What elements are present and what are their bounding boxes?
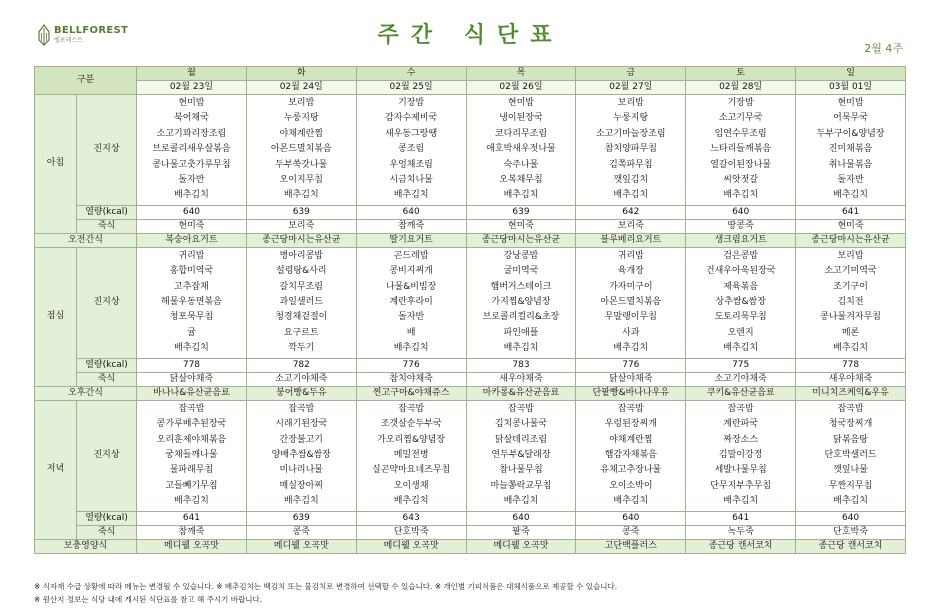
- menu-item: 잡곡밥: [507, 403, 535, 414]
- menu-item: 북어채국: [174, 113, 209, 124]
- menu-item: 고들빼기무침: [165, 480, 218, 491]
- porridge-value: 닭살야채죽: [137, 372, 247, 386]
- supplement-value: 메디웰 오곡맛: [137, 539, 247, 553]
- note-line: ※ 원산지 정보는 식당 내에 게시된 식단표를 참고 해 주시기 바랍니다.: [34, 595, 263, 604]
- menu-item: 콩가루배추된장국: [156, 419, 227, 430]
- porridge-label: 죽식: [77, 372, 137, 386]
- menu-item: 야채계란찜: [609, 434, 653, 445]
- porridge-value: 소고기야채죽: [246, 372, 356, 386]
- kcal-value: 640: [686, 205, 796, 219]
- menu-item: 오리훈제야채볶음: [156, 434, 227, 445]
- menu-cell: [576, 247, 686, 358]
- menu-item: 잡곡밥: [288, 403, 315, 414]
- date-header: 02월 27일: [576, 81, 686, 95]
- menu-item: 메론: [841, 327, 860, 338]
- menu-item: 김치콩나물국: [494, 419, 548, 430]
- menu-cell: [356, 95, 466, 206]
- menu-item: 새우동그랑땡: [385, 128, 438, 139]
- menu-item: 궁채들깨나물: [165, 449, 218, 460]
- menu-cell: [246, 95, 356, 206]
- day-header: 월: [137, 67, 247, 81]
- main-meal-label: 진지상: [77, 95, 137, 206]
- menu-item: 배추김치: [393, 496, 429, 507]
- menu-item: 배추김치: [723, 343, 759, 354]
- menu-item: 양배추쌈&쌈장: [271, 449, 331, 460]
- menu-item: 강낭콩밥: [503, 250, 539, 261]
- menu-item: 단호박샐러드: [824, 449, 877, 460]
- menu-item: 실곤약마요네즈무침: [372, 465, 451, 476]
- corner-label: 구분: [35, 67, 137, 95]
- menu-item: 고추잡채: [174, 281, 209, 292]
- kcal-label: 열량(kcal): [77, 205, 137, 219]
- snack-value: 블루베리요거트: [576, 233, 686, 247]
- menu-item: 두부구이&양념장: [816, 128, 885, 139]
- menu-item: 돌자반: [837, 175, 864, 186]
- menu-cell: [576, 400, 686, 511]
- menu-cell: [686, 400, 796, 511]
- menu-item: 소고기미역국: [824, 266, 877, 277]
- supplement-value: 메디웰 오곡맛: [466, 539, 576, 553]
- date-header: 02월 24일: [246, 81, 356, 95]
- kcal-value: 640: [576, 511, 686, 525]
- porridge-value: 현미죽: [796, 219, 906, 233]
- snack-value: 딸기요거트: [356, 233, 466, 247]
- menu-cell: [356, 247, 466, 358]
- menu-cell: [576, 95, 686, 206]
- menu-item: 도토리묵무침: [714, 312, 767, 323]
- menu-item: 닭볶음탕: [833, 434, 868, 445]
- snack-value: 종근당마시는유산균: [466, 233, 576, 247]
- snack-value: 미니치즈케익&우유: [796, 386, 906, 400]
- menu-item: 누룽지탕: [613, 113, 649, 124]
- menu-item: 야채계란찜: [279, 128, 324, 139]
- menu-item: 무짠지무침: [828, 480, 873, 491]
- menu-item: 배추김치: [723, 496, 759, 507]
- menu-item: 보리밥: [837, 250, 864, 261]
- menu-item: 가오리찜&양념장: [377, 434, 446, 445]
- menu-cell: [466, 400, 576, 511]
- menu-item: 깍두기: [288, 343, 315, 354]
- menu-item: 배추김치: [613, 496, 649, 507]
- kcal-label: 열량(kcal): [77, 358, 137, 372]
- menu-item: 배추김치: [833, 190, 868, 201]
- kcal-value: 775: [686, 358, 796, 372]
- menu-item: 미나리나물: [279, 465, 324, 476]
- menu-item: 나물&비빔장: [385, 281, 437, 292]
- meal-label: 점심: [35, 247, 77, 386]
- menu-item: 잡곡밥: [837, 403, 864, 414]
- week-label: 2월 4주: [864, 42, 903, 55]
- menu-item: 설렁탕&사리: [276, 266, 327, 277]
- menu-item: 오렌지: [727, 327, 754, 338]
- porridge-value: 콩죽: [246, 525, 356, 539]
- main-meal-row: [35, 247, 906, 358]
- snack-label: 오후간식: [35, 386, 137, 400]
- porridge-value: 단호박죽: [796, 525, 906, 539]
- menu-item: 소고기마늘장조림: [596, 128, 666, 139]
- menu-item: 애호박새우젓나물: [486, 144, 556, 155]
- kcal-value: 641: [137, 511, 247, 525]
- supplement-value: 메디웰 오곡맛: [246, 539, 356, 553]
- day-header: 목: [466, 67, 576, 81]
- menu-item: 유채고추장나물: [600, 465, 662, 476]
- kcal-value: 639: [246, 205, 356, 219]
- kcal-row: [35, 358, 906, 372]
- menu-item: 돌자반: [398, 312, 425, 323]
- notes: [34, 580, 617, 606]
- menu-cell: [137, 95, 247, 206]
- menu-item: 상추쌈&쌈장: [715, 297, 766, 308]
- kcal-value: 776: [576, 358, 686, 372]
- porridge-value: 현미죽: [137, 219, 247, 233]
- menu-cell: [686, 247, 796, 358]
- menu-item: 김말이강정: [718, 449, 763, 460]
- menu-item: 배추김치: [613, 343, 649, 354]
- menu-cell: [356, 400, 466, 511]
- menu-item: 무말랭이무침: [604, 312, 657, 323]
- menu-item: 계란파국: [723, 419, 759, 430]
- menu-item: 콩조림: [398, 144, 425, 155]
- menu-item: 콩비지찌개: [389, 266, 433, 277]
- menu-item: 참나물무침: [499, 465, 543, 476]
- kcal-value: 641: [686, 511, 796, 525]
- menu-item: 취나물볶음: [828, 159, 873, 170]
- menu-item: 가지찜&양념장: [491, 297, 551, 308]
- supplement-label: 보충영양식: [35, 539, 137, 553]
- menu-item: 배추김치: [283, 496, 319, 507]
- kcal-value: 776: [356, 358, 466, 372]
- menu-item: 씨앗젓갈: [723, 175, 759, 186]
- day-header: 토: [686, 67, 796, 81]
- main-meal-label: 진지상: [77, 247, 137, 358]
- kcal-value: 639: [466, 205, 576, 219]
- meal-label: 저녁: [35, 400, 77, 539]
- supplement-row: [35, 539, 906, 553]
- menu-item: 닭살데리조림: [494, 434, 548, 445]
- menu-item: 배추김치: [613, 190, 649, 201]
- menu-item: 아몬드멸치볶음: [270, 144, 332, 155]
- menu-item: 검은콩밥: [723, 250, 759, 261]
- menu-item: 우렁된장찌개: [604, 419, 657, 430]
- menu-item: 배추김치: [393, 190, 429, 201]
- menu-item: 가자미구이: [609, 281, 653, 292]
- menu-item: 김치전: [837, 297, 864, 308]
- snack-value: 바나나&유산균음료: [137, 386, 247, 400]
- snack-value: 종근당마시는유산균: [246, 233, 356, 247]
- menu-item: 배추김치: [503, 190, 539, 201]
- kcal-value: 641: [796, 205, 906, 219]
- menu-item: 사과: [622, 327, 640, 338]
- menu-item: 귀리밥: [178, 250, 205, 261]
- menu-item: 오이소박이: [609, 480, 653, 491]
- menu-item: 청국장찌개: [828, 419, 873, 430]
- menu-item: 브로콜리새우살볶음: [152, 144, 231, 155]
- porridge-label: 죽식: [77, 525, 137, 539]
- day-header: 금: [576, 67, 686, 81]
- porridge-value: 보리죽: [246, 219, 356, 233]
- snack-value: 단팥빵&바나나우유: [576, 386, 686, 400]
- menu-item: 잡곡밥: [178, 403, 205, 414]
- menu-item: 청포묵무침: [169, 312, 214, 323]
- supplement-value: 종근당 캔서코치: [796, 539, 906, 553]
- kcal-value: 643: [356, 511, 466, 525]
- porridge-value: 소고기야채죽: [686, 372, 796, 386]
- snack-row: [35, 386, 906, 400]
- kcal-row: [35, 511, 906, 525]
- menu-cell: [466, 247, 576, 358]
- menu-item: 아몬드멸치볶음: [600, 297, 662, 308]
- menu-item: 깻잎김치: [613, 175, 649, 186]
- menu-item: 코다리무조림: [494, 128, 548, 139]
- menu-item: 과일샐러드: [279, 297, 324, 308]
- menu-item: 두부쑥갓나물: [275, 159, 328, 170]
- menu-item: 콩나물고춧가루무침: [152, 159, 231, 170]
- date-header: 02월 23일: [137, 81, 247, 95]
- menu-item: 귤: [187, 327, 196, 338]
- porridge-value: 닭살야채죽: [576, 372, 686, 386]
- menu-item: 제육볶음: [723, 281, 759, 292]
- menu-item: 햄감자채볶음: [604, 449, 657, 460]
- menu-item: 열갈이된장나물: [710, 159, 772, 170]
- kcal-value: 640: [466, 511, 576, 525]
- porridge-value: 녹두죽: [686, 525, 796, 539]
- menu-item: 간장불고기: [279, 434, 324, 445]
- menu-item: 굴미역국: [503, 266, 539, 277]
- menu-cell: [686, 95, 796, 206]
- main-meal-row: [35, 95, 906, 206]
- menu-item: 조기구이: [833, 281, 868, 292]
- date-header: 02월 26일: [466, 81, 576, 95]
- menu-item: 콩나물겨자무침: [820, 312, 881, 323]
- menu-cell: [137, 400, 247, 511]
- snack-value: 찐고구마&야채쥬스: [356, 386, 466, 400]
- day-row: [35, 67, 906, 81]
- porridge-value: 참깨죽: [356, 219, 466, 233]
- menu-item: 잡곡밥: [727, 403, 754, 414]
- porridge-value: 팥죽: [466, 525, 576, 539]
- day-header: 일: [796, 67, 906, 81]
- menu-item: 기장밥: [727, 98, 754, 108]
- menu-item: 배추김치: [833, 496, 868, 507]
- date-row: [35, 81, 906, 95]
- menu-cell: [246, 247, 356, 358]
- menu-item: 배추김치: [174, 496, 209, 507]
- menu-item: 잡곡밥: [617, 403, 644, 414]
- menu-item: 육개장: [617, 266, 644, 277]
- note-line: ※ 식자재 수급 상황에 따라 메뉴는 변경될 수 있습니다. ※ 배추김치는 백김치 또는 물김치로 변경하여 선택할 수 있습니다. ※ 개인별 기피식품은 대체식품으로 제공할 수 있습니다.: [34, 582, 618, 591]
- kcal-value: 639: [246, 511, 356, 525]
- menu-item: 세발나물무침: [714, 465, 767, 476]
- date-header: 03월 01일: [796, 81, 906, 95]
- menu-item: 홍합미역국: [169, 266, 214, 277]
- menu-item: 배: [406, 327, 416, 338]
- menu-item: 단무지부추무침: [710, 480, 772, 491]
- snack-value: 붕어빵&두유: [246, 386, 356, 400]
- menu-item: 건새우아욱된장국: [705, 266, 776, 277]
- menu-item: 참치양파무침: [604, 144, 657, 155]
- snack-value: 쿠키&유산균음료: [686, 386, 796, 400]
- menu-item: 배추김치: [174, 190, 209, 201]
- kcal-value: 640: [796, 511, 906, 525]
- menu-table: [34, 66, 906, 554]
- menu-item: 계란후라이: [389, 297, 433, 308]
- menu-item: 시래기된장국: [275, 419, 328, 430]
- porridge-row: [35, 219, 906, 233]
- menu-item: 임연수무조림: [714, 128, 767, 139]
- kcal-value: 783: [466, 358, 576, 372]
- menu-cell: [246, 400, 356, 511]
- menu-item: 배추김치: [393, 343, 429, 354]
- menu-item: 기장밥: [398, 98, 425, 108]
- day-header: 화: [246, 67, 356, 81]
- menu-item: 김쪽파무침: [609, 159, 653, 170]
- menu-item: 파인애플: [503, 327, 539, 338]
- menu-item: 햄버거스테이크: [490, 281, 552, 292]
- menu-item: 누룽지탕: [283, 113, 319, 124]
- snack-value: 마카롱&유산균음료: [466, 386, 576, 400]
- menu-item: 깻잎나물: [833, 465, 868, 476]
- porridge-value: 새우야채죽: [466, 372, 576, 386]
- porridge-row: [35, 372, 906, 386]
- kcal-value: 640: [137, 205, 247, 219]
- menu-item: 연두부&달래장: [491, 449, 551, 460]
- logo-name: BELLFOREST: [54, 25, 129, 36]
- snack-value: 복숭아요거트: [137, 233, 247, 247]
- menu-item: 현미밥: [507, 98, 535, 108]
- date-header: 02월 25일: [356, 81, 466, 95]
- porridge-value: 땅콩죽: [686, 219, 796, 233]
- menu-item: 우엉채조림: [389, 159, 433, 170]
- menu-item: 오이지무침: [279, 175, 324, 186]
- menu-item: 오이생채: [393, 480, 429, 491]
- menu-item: 오복채무침: [499, 175, 543, 186]
- supplement-value: 고단백플러스: [576, 539, 686, 553]
- menu-cell: [796, 400, 906, 511]
- menu-cell: [466, 95, 576, 206]
- porridge-value: 참치야채죽: [356, 372, 466, 386]
- menu-item: 어묵무국: [833, 113, 868, 124]
- menu-item: 짜장소스: [723, 434, 759, 445]
- porridge-value: 참깨죽: [137, 525, 247, 539]
- menu-item: 보리밥: [288, 98, 315, 108]
- main-meal-row: [35, 400, 906, 511]
- menu-item: 배추김치: [833, 343, 868, 354]
- main-meal-label: 진지상: [77, 400, 137, 511]
- menu-item: 진미채볶음: [828, 144, 873, 155]
- porridge-value: 단호박죽: [356, 525, 466, 539]
- porridge-label: 죽식: [77, 219, 137, 233]
- menu-item: 배추김치: [503, 343, 539, 354]
- menu-item: 메밀전병: [393, 449, 429, 460]
- menu-cell: [796, 95, 906, 206]
- supplement-value: 종근당 캔서코치: [686, 539, 796, 553]
- menu-item: 느타리들깨볶음: [710, 144, 772, 155]
- supplement-value: 메디웰 오곡맛: [356, 539, 466, 553]
- porridge-value: 새우야채죽: [796, 372, 906, 386]
- menu-item: 잡곡밥: [398, 403, 425, 414]
- menu-item: 귀리밥: [617, 250, 644, 261]
- menu-item: 감자수제비국: [385, 113, 438, 124]
- menu-item: 시금치나물: [389, 175, 433, 186]
- menu-item: 보리밥: [617, 98, 644, 108]
- kcal-value: 778: [796, 358, 906, 372]
- kcal-value: 640: [356, 205, 466, 219]
- snack-label: 오전간식: [35, 233, 137, 247]
- menu-item: 소고기무국: [718, 113, 763, 124]
- menu-item: 소고기꽈리장조림: [156, 128, 227, 139]
- date-header: 02월 28일: [686, 81, 796, 95]
- menu-item: 곤드레밥: [393, 250, 429, 261]
- menu-item: 마늘쫑락교무침: [490, 480, 552, 491]
- menu-item: 배추김치: [174, 343, 209, 354]
- kcal-row: [35, 205, 906, 219]
- kcal-value: 642: [576, 205, 686, 219]
- porridge-value: 보리죽: [576, 219, 686, 233]
- snack-value: 종근당마시는유산균: [796, 233, 906, 247]
- snack-value: 생크림요거트: [686, 233, 796, 247]
- porridge-value: 콩죽: [576, 525, 686, 539]
- menu-item: 물파래무침: [169, 465, 214, 476]
- logo-subtitle: 벨포레스트: [54, 37, 83, 44]
- menu-item: 현미밥: [178, 98, 205, 108]
- menu-cell: [796, 247, 906, 358]
- kcal-label: 열량(kcal): [77, 511, 137, 525]
- meal-label: 아침: [35, 95, 77, 234]
- menu-item: 현미밥: [837, 98, 864, 108]
- menu-item: 배추김치: [283, 190, 319, 201]
- menu-item: 배추김치: [503, 496, 539, 507]
- kcal-value: 778: [137, 358, 247, 372]
- menu-item: 브로콜리컬리&초장: [482, 312, 560, 323]
- menu-item: 숙주나물: [503, 159, 539, 170]
- menu-cell: [137, 247, 247, 358]
- snack-row: [35, 233, 906, 247]
- menu-item: 병아리콩밥: [279, 250, 324, 261]
- menu-item: 갈치무조림: [279, 281, 324, 292]
- porridge-value: 현미죽: [466, 219, 576, 233]
- page-title: 주간 식단표: [377, 23, 564, 48]
- porridge-row: [35, 525, 906, 539]
- menu-item: 냉이된장국: [499, 113, 543, 124]
- kcal-value: 782: [246, 358, 356, 372]
- day-header: 수: [356, 67, 466, 81]
- menu-item: 조갯살순두부국: [380, 419, 442, 430]
- menu-item: 해물우동면볶음: [161, 297, 222, 308]
- menu-item: 매실장아찌: [279, 480, 324, 491]
- menu-item: 청경채겉절이: [275, 312, 328, 323]
- menu-item: 돌자반: [178, 175, 205, 186]
- menu-item: 배추김치: [723, 190, 759, 201]
- menu-item: 요구르트: [283, 327, 319, 338]
